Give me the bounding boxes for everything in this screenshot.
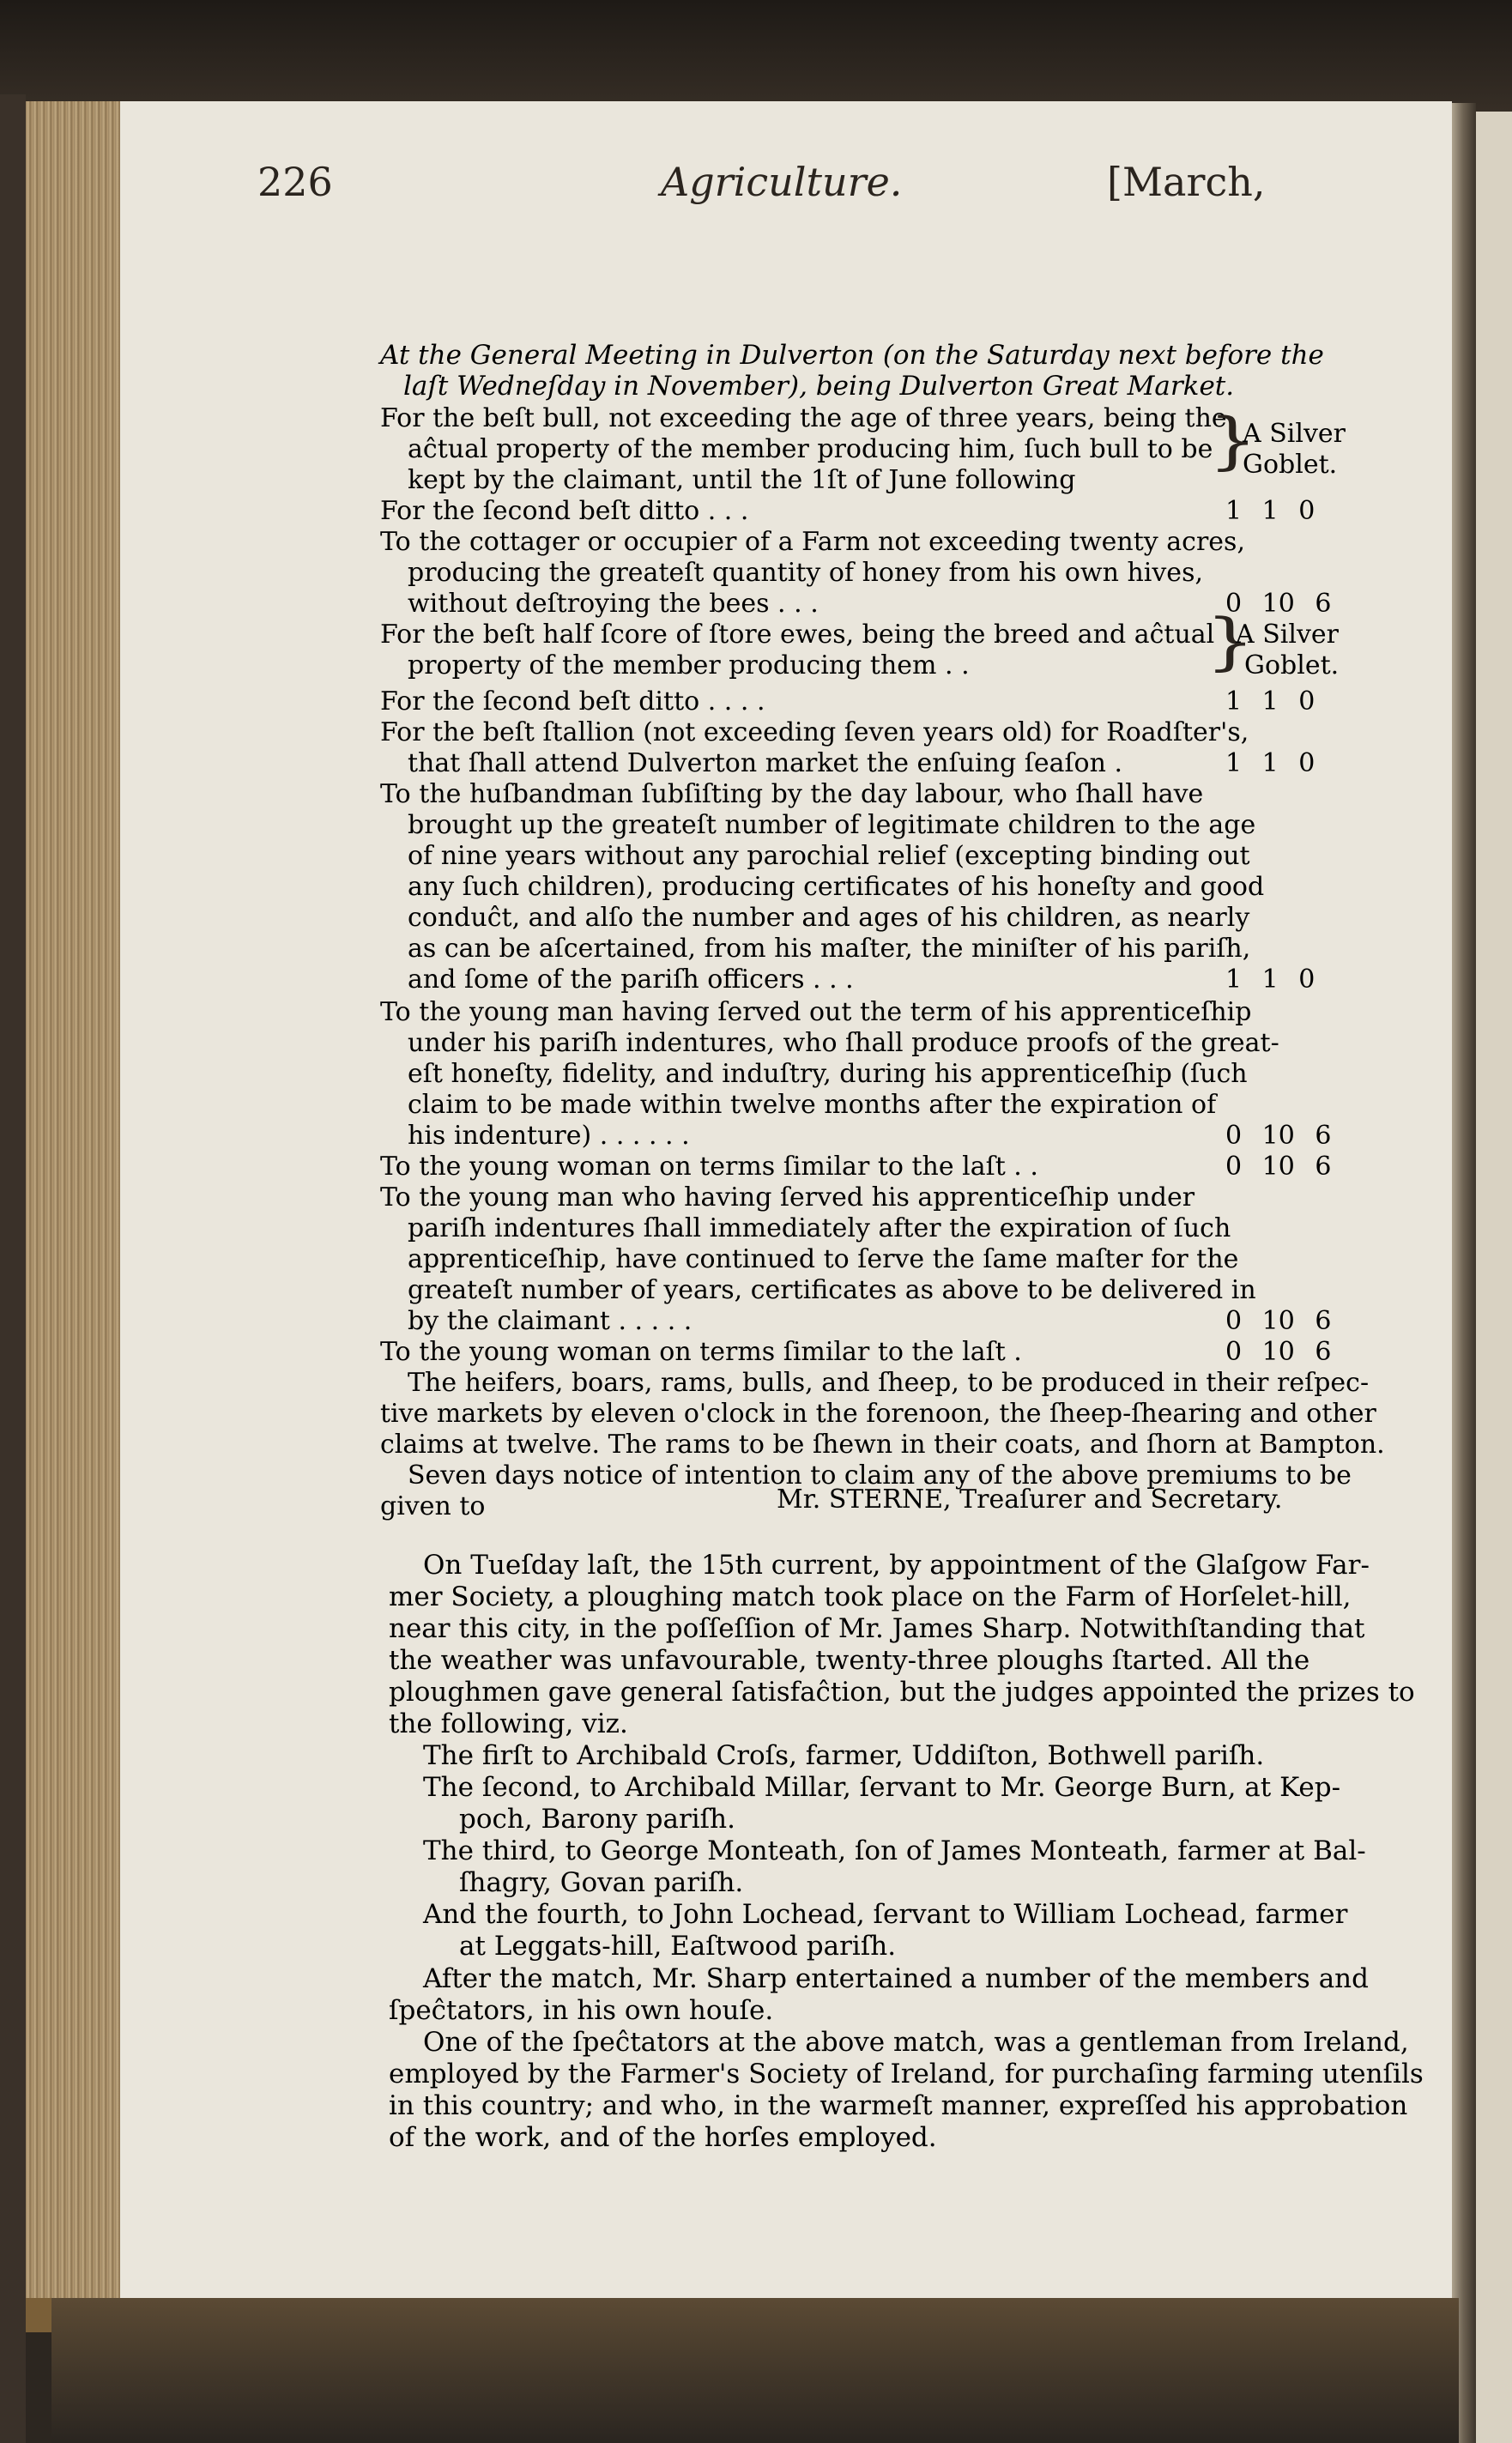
book-cover-left xyxy=(0,94,26,2443)
entry-amount: 0 10 6 xyxy=(1225,1306,1332,1336)
entry-amount: 0 10 6 xyxy=(1225,1152,1332,1182)
meeting-heading-line-1: At the General Meeting in Dulverton (on the Saturday next before the xyxy=(380,340,1324,371)
page-edges xyxy=(26,101,120,2332)
entry-line: To the young man who having ſerved his apprenticeſhip under xyxy=(380,1182,1195,1212)
paragraph-line: mer Society, a ploughing match took place on the Farm of Horſelet-hill, xyxy=(389,1581,1352,1612)
entry-line: claim to be made within twelve months after the expiration of xyxy=(408,1090,1217,1120)
winner-line: ſhagry, Govan pariſh. xyxy=(459,1867,744,1898)
facing-page-edge xyxy=(1476,112,1512,2443)
entry-line: property of the member producing them . . xyxy=(408,650,970,680)
entry-line: For the ſecond beſt ditto . . . . xyxy=(380,686,765,717)
paragraph-line: the weather was unfavourable, twenty-three ploughs ſtarted. All the xyxy=(389,1645,1310,1676)
entry-amount: 0 10 6 xyxy=(1225,1337,1332,1367)
entry-line: that ſhall attend Dulverton market the enſuing ſeaſon . xyxy=(408,748,1123,778)
entry-amount: 1 1 0 xyxy=(1225,496,1315,526)
entry-line: kept by the claimant, until the 1ſt of June following xyxy=(408,465,1076,495)
closing-line: After the match, Mr. Sharp entertained a number of the members and xyxy=(423,1963,1369,1994)
entry-amount: 0 10 6 xyxy=(1225,589,1332,619)
entry-line: To the huſbandman ſubſiſting by the day labour, who ſhall have xyxy=(380,779,1204,809)
winner-line: The firſt to Archibald Croſs, farmer, Uddiſton, Bothwell pariſh. xyxy=(423,1740,1265,1771)
prize-label: Goblet. xyxy=(1243,450,1338,480)
winner-line: And the fourth, to John Lochead, ſervant to William Lochead, farmer xyxy=(423,1899,1348,1930)
prize-label: Goblet. xyxy=(1244,650,1340,680)
entry-line: any ſuch children), producing certificates of his honeſty and good xyxy=(408,872,1265,902)
entry-line: of nine years without any parochial relief (excepting binding out xyxy=(408,841,1250,871)
closing-line: ſpeĉtators, in his own houſe. xyxy=(389,1995,774,2026)
note-line: given to xyxy=(380,1491,486,1521)
book-gutter xyxy=(1450,103,1476,2443)
note-line: The heifers, boars, rams, bulls, and ſheep, to be produced in their reſpec- xyxy=(408,1368,1370,1398)
entry-line: For the beſt bull, not exceeding the age of three years, being the xyxy=(380,403,1227,433)
prize-label: A Silver xyxy=(1236,620,1339,650)
entry-line: by the claimant . . . . . xyxy=(408,1306,692,1336)
winner-line: The third, to George Monteath, ſon of James Monteath, farmer at Bal- xyxy=(423,1835,1366,1866)
closing-line: employed by the Farmer's Society of Ireland, for purchaſing farming utenſils xyxy=(389,2059,1424,2089)
note-line: tive markets by eleven o'clock in the forenoon, the ſheep-ſhearing and other xyxy=(380,1399,1376,1429)
entry-line: pariſh indentures ſhall immediately after the expiration of ſuch xyxy=(408,1213,1231,1243)
entry-line: To the young woman on terms ſimilar to the laſt . xyxy=(380,1337,1022,1367)
closing-line: One of the ſpeĉtators at the above match, was a gentleman from Ireland, xyxy=(423,2027,1409,2058)
entry-line: For the ſecond beſt ditto . . . xyxy=(380,496,749,526)
paragraph-line: the following, viz. xyxy=(389,1708,628,1739)
entry-amount: 1 1 0 xyxy=(1225,686,1315,717)
entry-line: his indenture) . . . . . . xyxy=(408,1121,690,1151)
winner-line: at Leggats-hill, Eaſtwood pariſh. xyxy=(459,1931,897,1962)
brace: } xyxy=(1206,605,1255,678)
entry-line: as can be aſcertained, from his maſter, the miniſter of his pariſh, xyxy=(408,934,1251,964)
brace: } xyxy=(1208,404,1258,477)
entry-line: brought up the greateſt number of legitimate children to the age xyxy=(408,810,1256,840)
note-line: Seven days notice of intention to claim any of the above premiums to be xyxy=(408,1460,1352,1491)
paragraph-line: ploughmen gave general ſatisfaĉtion, but the judges appointed the prizes to xyxy=(389,1677,1415,1708)
paragraph-line: near this city, in the poſſeſſion of Mr. James Sharp. Notwithſtanding that xyxy=(389,1613,1365,1644)
entry-line: eſt honeſty, fidelity, and induſtry, during his apprenticeſhip (ſuch xyxy=(408,1059,1248,1089)
running-title: Agriculture. xyxy=(661,159,903,205)
winner-line: poch, Barony pariſh. xyxy=(459,1804,735,1835)
prize-label: A Silver xyxy=(1243,419,1346,449)
entry-line: and ſome of the pariſh officers . . . xyxy=(408,965,854,995)
entry-line: To the young woman on terms ſimilar to the laſt . . xyxy=(380,1152,1038,1182)
entry-line: For the beſt ſtallion (not exceeding ſeven years old) for Roadſter's, xyxy=(380,717,1249,747)
closing-line: in this country; and who, in the warmeſt manner, expreſſed his approbation xyxy=(389,2090,1408,2121)
entry-amount: 1 1 0 xyxy=(1225,748,1315,778)
entry-line: conduĉt, and alſo the number and ages of his children, as nearly xyxy=(408,903,1250,933)
book-bottom-edge xyxy=(51,2298,1459,2443)
entry-line: For the beſt half ſcore of ſtore ewes, being the breed and aĉtual xyxy=(380,620,1215,650)
entry-amount: 0 10 6 xyxy=(1225,1121,1332,1151)
entry-line: producing the greateſt quantity of honey from his own hives, xyxy=(408,558,1203,588)
running-month: [March, xyxy=(1107,159,1266,205)
winner-line: The ſecond, to Archibald Millar, ſervant to Mr. George Burn, at Kep- xyxy=(423,1772,1341,1803)
entry-line: To the young man having ſerved out the term of his apprenticeſhip xyxy=(380,997,1252,1027)
entry-line: greateſt number of years, certificates as above to be delivered in xyxy=(408,1275,1256,1305)
entry-line: aĉtual property of the member producing him, ſuch bull to be xyxy=(408,434,1213,464)
entry-amount: 1 1 0 xyxy=(1225,965,1315,995)
entry-line: apprenticeſhip, have continued to ſerve the ſame maſter for the xyxy=(408,1244,1239,1274)
page-number: 226 xyxy=(257,159,333,205)
signatory: Mr. STERNE, Treaſurer and Secretary. xyxy=(777,1485,1283,1515)
closing-line: of the work, and of the horſes employed. xyxy=(389,2122,937,2153)
entry-line: under his pariſh indentures, who ſhall produce proofs of the great- xyxy=(408,1028,1279,1058)
entry-line: without deſtroying the bees . . . xyxy=(408,589,819,619)
note-line: claims at twelve. The rams to be ſhewn in their coats, and ſhorn at Bampton. xyxy=(380,1430,1385,1460)
entry-line: To the cottager or occupier of a Farm not exceeding twenty acres, xyxy=(380,527,1245,557)
meeting-heading-line-2: laſt Wedneſday in November), being Dulverton Great Market. xyxy=(403,371,1235,402)
paragraph-line: On Tueſday laſt, the 15th current, by appointment of the Glaſgow Far- xyxy=(423,1550,1370,1581)
